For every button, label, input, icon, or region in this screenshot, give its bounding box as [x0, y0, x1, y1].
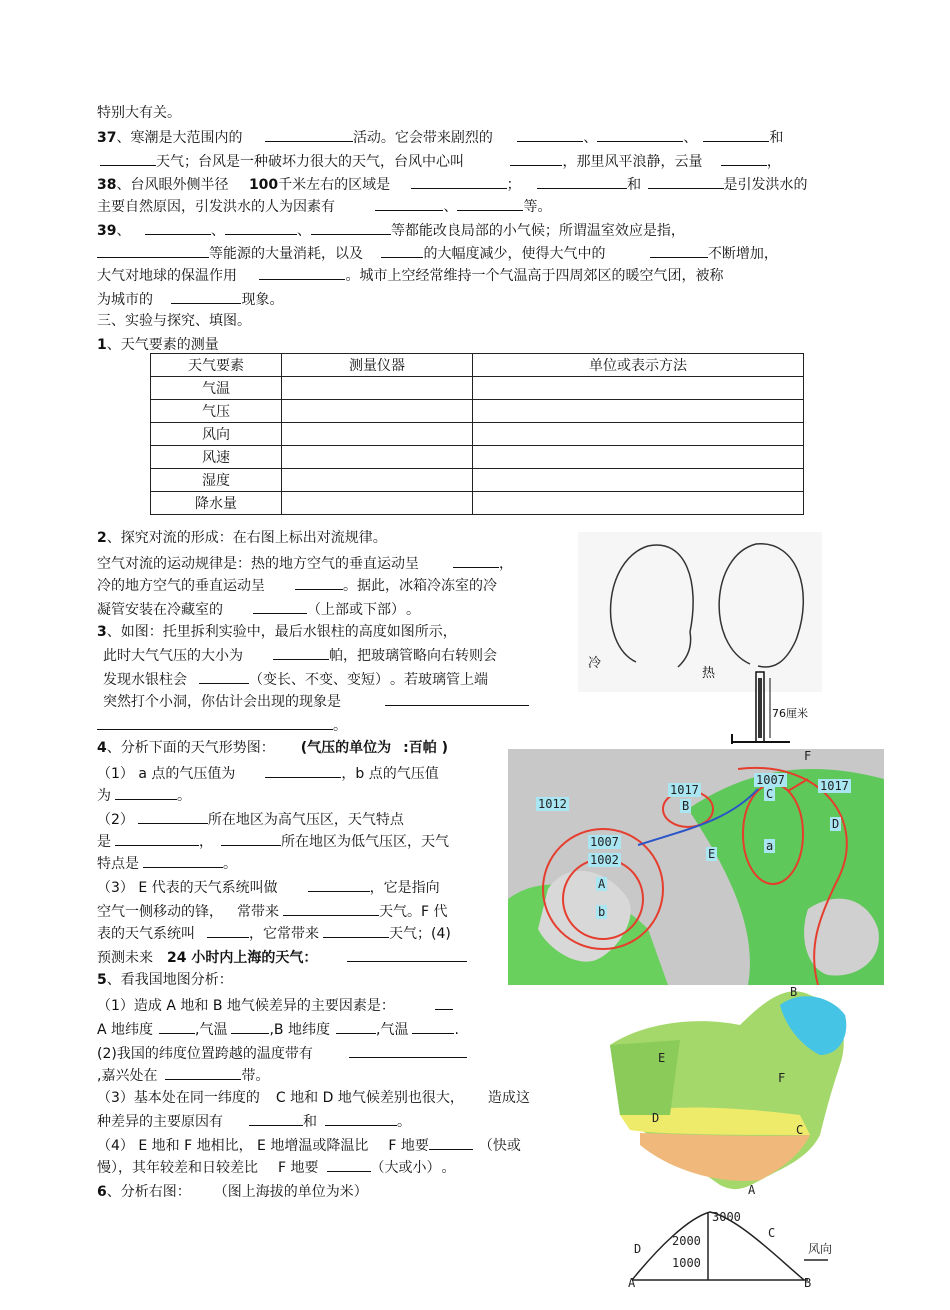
map-label-B: B	[790, 985, 798, 999]
s6-line1: 6、分析右图： （图上海拔的单位为米）	[97, 1184, 368, 1200]
isobar-1002: 1002	[590, 853, 619, 867]
s4-blank6[interactable]	[143, 852, 223, 868]
q39-blank4[interactable]	[97, 242, 209, 258]
label-F: F	[804, 749, 812, 763]
s3-blank2[interactable]	[199, 668, 249, 684]
table-cell-input[interactable]	[282, 492, 473, 515]
s5-line3: A 地纬度 ,气温 ,B 地纬度 ,气温 .	[97, 1018, 459, 1040]
map-label-F: F	[778, 1071, 786, 1085]
q39-line3: 大气对地球的保温作用 。城市上空经常维持一个气温高于四周郊区的暖空气团，被称	[97, 264, 723, 286]
s5-line7: 种差异的主要原因有 和 。	[97, 1110, 411, 1132]
label-D: D	[832, 817, 840, 831]
table-row: 风速	[151, 446, 804, 469]
table-cell-input[interactable]	[282, 423, 473, 446]
q37-blank7[interactable]	[721, 150, 767, 166]
s4-blank1[interactable]	[265, 762, 341, 778]
q39-blank1[interactable]	[145, 219, 211, 235]
q39-blank2[interactable]	[225, 219, 297, 235]
table-cell-input[interactable]	[473, 469, 804, 492]
s4-blank10[interactable]	[323, 922, 389, 938]
s4-line1: 4、分析下面的天气形势图： (气压的单位为 :百帕 )	[97, 740, 449, 756]
q39-line1: 39、 、 、 等都能改良局部的小气候；所谓温室效应是指，	[97, 219, 685, 241]
hot-label: 热	[702, 666, 716, 681]
s2-blank2[interactable]	[295, 574, 343, 590]
label-a: a	[766, 839, 774, 853]
s5-line5: ,嘉兴处在 带。	[97, 1064, 269, 1086]
wind-direction-label: 风向	[808, 1242, 833, 1256]
s5-blank8[interactable]	[249, 1110, 303, 1126]
label-B: B	[682, 799, 690, 813]
map-label-E: E	[658, 1051, 666, 1065]
s4-line6: 特点是 。	[97, 852, 237, 874]
label-E: E	[708, 847, 716, 861]
china-map-graphics	[600, 985, 862, 1205]
s3-line3: 发现水银柱会 （变长、不变、变短） 。若玻璃管上端	[103, 668, 488, 690]
q38-blank2[interactable]	[537, 173, 627, 189]
s5-line9: 慢），其年较差和日较差比 F 地要 （大或小） 。	[97, 1156, 456, 1178]
isobar-1007-top: 1007	[756, 773, 785, 787]
table-cell-input[interactable]	[473, 377, 804, 400]
table-cell-input[interactable]	[473, 400, 804, 423]
q38-blank3[interactable]	[648, 173, 724, 189]
s4-blank2[interactable]	[115, 784, 177, 800]
table-cell-input[interactable]	[473, 492, 804, 515]
isobar-1012: 1012	[538, 797, 567, 811]
s2-blank1[interactable]	[453, 552, 499, 568]
q39-line4: 为城市的 现象。	[97, 288, 283, 310]
s4-line10: 预测未来 24 小时内上海的天气：	[97, 946, 467, 968]
s4-line8: 空气一侧移动的锋， 常带来 天气。F 代	[97, 900, 448, 922]
q37-blank6[interactable]	[510, 150, 562, 166]
s4-blank3[interactable]	[138, 808, 208, 824]
table-cell-input[interactable]	[473, 423, 804, 446]
table-cell-input[interactable]	[473, 446, 804, 469]
s5-line2: （1）造成 A 地和 B 地气候差异的主要因素是：	[97, 994, 453, 1016]
q39-blank3[interactable]	[311, 219, 391, 235]
mountain-label-C: C	[768, 1226, 776, 1240]
q38-line1: 38、台风眼外侧半径 100千米左右的区域是 ； 和 是引发洪水的	[97, 173, 808, 195]
section3-heading: 三、实验与探究、填图。	[97, 313, 251, 329]
s3-line4: 突然打个小洞，你估计会出现的现象是	[103, 690, 529, 712]
height-label: 76厘米	[772, 707, 808, 720]
s4-line5: 是 ， 所在地区为低气压区，天气	[97, 830, 449, 852]
s5-blank10[interactable]	[429, 1134, 473, 1150]
s4-blank5[interactable]	[221, 830, 281, 846]
q39-blank7[interactable]	[259, 264, 345, 280]
isobar-1017-left: 1017	[670, 783, 699, 797]
s5-blank7[interactable]	[165, 1064, 241, 1080]
weather-map	[508, 749, 884, 985]
s5-blank3[interactable]	[231, 1018, 269, 1034]
s4-line2: （1） a 点的气压值为 ，b 点的气压值	[97, 762, 439, 784]
mountain-label-D: D	[634, 1242, 642, 1256]
s5-line1: 5、看我国地图分析：	[97, 972, 233, 988]
q36-tail: 特别大有关。	[97, 105, 181, 121]
mountain-label-B: B	[804, 1276, 812, 1290]
table-row: 降水量	[151, 492, 804, 515]
table-header: 天气要素	[151, 354, 282, 377]
q38-blank1[interactable]	[411, 173, 507, 189]
s4-blank8[interactable]	[283, 900, 379, 916]
s4-line9: 表的天气系统叫 ，它常带来 天气；(4)	[97, 922, 451, 944]
table-cell-input[interactable]	[282, 377, 473, 400]
s2-line3: 冷的地方空气的垂直运动呈 。据此，冰箱冷冻室的冷	[97, 574, 497, 596]
label-b: b	[598, 905, 606, 919]
q38-blank5[interactable]	[457, 195, 523, 211]
isobar-1017-right: 1017	[820, 779, 849, 793]
s5-line4: (2)我国的纬度位置跨越的温度带有	[97, 1042, 467, 1064]
table-cell-input[interactable]	[282, 400, 473, 423]
q37-line2: 天气；台风是一种破坏力很大的天气，台风中心叫 ，那里风平浪静，云量 ，	[100, 150, 781, 172]
elevation-1000: 1000	[672, 1256, 701, 1270]
isobar-1007-left: 1007	[590, 835, 619, 849]
weather-elements-table	[150, 353, 804, 515]
s5-line8: （4） E 地和 F 地相比， E 地增温或降温比 F 地要 （快或	[97, 1134, 521, 1156]
s4-blank4[interactable]	[115, 830, 199, 846]
table-row: 风向	[151, 423, 804, 446]
s3-line1: 3、如图：托里拆利实验中，最后水银柱的高度如图所示，	[97, 624, 457, 640]
s2-line4: 凝管安装在冷藏室的 （上部或下部） 。	[97, 598, 420, 620]
s4-blank11[interactable]	[347, 946, 467, 962]
s2-line1: 2、探究对流的形成：在右图上标出对流规律。	[97, 530, 387, 546]
s3-blank1[interactable]	[273, 644, 329, 660]
s3-line5: 。	[97, 714, 347, 736]
q39-line2: 等能源的大量消耗，以及 的大幅度减少，使得大气中的 不断增加，	[97, 242, 778, 264]
label-C: C	[766, 787, 774, 801]
s3-blank4[interactable]	[97, 714, 333, 730]
map-label-D: D	[652, 1111, 660, 1125]
s2-blank3[interactable]	[253, 598, 307, 614]
s5-blank5[interactable]	[412, 1018, 454, 1034]
q39-blank5[interactable]	[381, 242, 423, 258]
s5-blank4[interactable]	[336, 1018, 376, 1034]
q38-blank4[interactable]	[375, 195, 443, 211]
q39-blank6[interactable]	[650, 242, 708, 258]
s2-line2: 空气对流的运动规律是：热的地方空气的垂直运动呈 ，	[97, 552, 513, 574]
q39-blank8[interactable]	[171, 288, 241, 304]
s3-line2: 此时大气气压的大小为 帕，把玻璃管略向右转则会	[103, 644, 497, 666]
s4-blank9[interactable]	[207, 922, 249, 938]
s1-heading: 1、天气要素的测量	[97, 337, 219, 353]
s4-line3: 为 。	[97, 784, 191, 806]
elevation-3000: 3000	[712, 1210, 741, 1224]
s4-line7: （3） E 代表的天气系统叫做 ，它是指向	[97, 876, 440, 898]
table-row: 湿度	[151, 469, 804, 492]
table-row: 气压	[151, 400, 804, 423]
q37-blank2[interactable]	[517, 126, 583, 142]
elevation-2000: 2000	[672, 1234, 701, 1248]
table-cell-input[interactable]	[282, 469, 473, 492]
table-row: 气温	[151, 377, 804, 400]
s5-line6: （3）基本处在同一纬度的 C 地和 D 地气候差别也很大， 造成这	[97, 1090, 530, 1106]
q37-blank1[interactable]	[265, 126, 353, 142]
s5-blank2[interactable]	[159, 1018, 195, 1034]
table-cell-input[interactable]	[282, 446, 473, 469]
s5-blank6[interactable]	[349, 1042, 467, 1058]
label-A: A	[598, 877, 606, 891]
q38-line2: 主要自然原因，引发洪水的人为因素有 、 等。	[97, 195, 551, 217]
s5-blank1[interactable]	[435, 994, 453, 1010]
mountain-figure	[628, 1208, 844, 1292]
table-header: 单位或表示方法	[473, 354, 804, 377]
map-label-C: C	[796, 1123, 804, 1137]
s5-blank9[interactable]	[325, 1110, 397, 1126]
mountain-label-A: A	[628, 1276, 636, 1290]
map-label-A: A	[748, 1183, 756, 1197]
q37-blank5[interactable]	[100, 150, 156, 166]
table-header-row	[151, 354, 804, 377]
china-map	[600, 985, 862, 1205]
torricelli-figure	[730, 664, 820, 748]
s5-blank11[interactable]	[327, 1156, 371, 1172]
q37-blank4[interactable]	[703, 126, 769, 142]
q37-line1: 37、寒潮是大范围内的 活动。它会带来剧烈的 、 、 和	[97, 126, 783, 148]
cold-label: 冷	[588, 656, 602, 671]
q37-blank3[interactable]	[597, 126, 683, 142]
table-header: 测量仪器	[282, 354, 473, 377]
s3-blank3[interactable]	[385, 690, 529, 706]
s4-blank7[interactable]	[308, 876, 370, 892]
s4-line4: （2） 所在地区为高气压区，天气特点	[97, 808, 404, 830]
